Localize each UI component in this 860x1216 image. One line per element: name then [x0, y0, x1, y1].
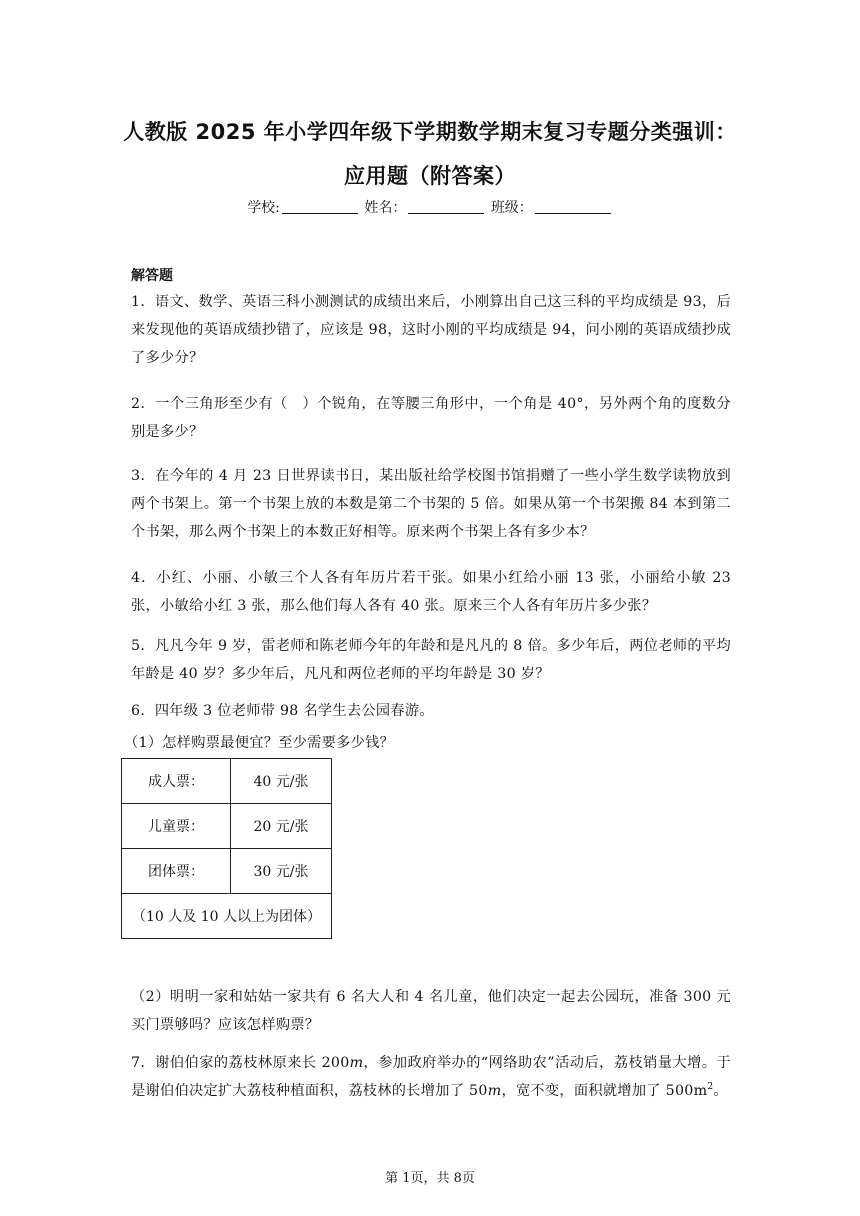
table-row — [122, 849, 332, 894]
question-5: 5．凡凡今年 9 岁，雷老师和陈老师今年的年龄和是凡凡的 8 倍。多少年后，两位老师的平均年龄是 40 岁？多少年后，凡凡和两位老师的平均年龄是 30 岁？ — [131, 638, 731, 682]
question-6-part-1: （1）怎样购票最便宜？至少需要多少钱？ — [124, 735, 395, 751]
ticket-price-cell: 30 元/张 — [231, 849, 332, 894]
question-7 — [131, 1049, 731, 1105]
question-7-superscript: 2 — [707, 1082, 714, 1092]
class-blank — [535, 199, 611, 214]
question-6: 6．四年级 3 位老师带 98 名学生去公园春游。 — [131, 703, 434, 719]
group-ticket-note: （10 人及 10 人以上为团体） — [122, 894, 332, 939]
student-info-line — [0, 197, 860, 217]
question-4: 4．小红、小丽、小敏三个人各有年历片若干张。如果小红给小丽 13 张，小丽给小敏 23 张，小敏给小红 3 张，那么他们每人各有 40 张。原来三个人各有年历片多少张？ — [131, 570, 731, 614]
ticket-price-cell: 20 元/张 — [231, 804, 332, 849]
ticket-type-cell: 成人票： — [122, 759, 231, 804]
name-blank — [408, 199, 484, 214]
document-title-line2: 应用题（附答案） — [344, 164, 516, 188]
question-2: 2．一个三角形至少有（ ）个锐角，在等腰三角形中，一个角是 40°，另外两个角的度数分别是多少？ — [131, 396, 731, 440]
question-1: 1．语文、数学、英语三科小测测试的成绩出来后，小刚算出自己这三科的平均成绩是 93，后来发现他的英语成绩抄错了，应该是 98，这时小刚的平均成绩是 94，问小刚的英语成绩抄成了多少分？ — [131, 294, 731, 366]
ticket-price-table — [121, 758, 332, 939]
table-row — [122, 759, 332, 804]
question-7-text-end: 。 — [713, 1083, 728, 1099]
question-7-text-c: ，宽不变，面积就增加了 500m — [501, 1083, 708, 1099]
question-6-part-2: （2）明明一家和姑姑一家共有 6 名大人和 4 名儿童，他们决定一起去公园玩，准备 300 元买门票够吗？应该怎样购票？ — [131, 989, 731, 1033]
school-label: 学校: — [247, 200, 280, 216]
ticket-type-cell: 团体票： — [122, 849, 231, 894]
question-3: 3．在今年的 4 月 23 日世界读书日，某出版社给学校图书馆捐赠了一些小学生数学读物放到两个书架上。第一个书架上放的本数是第二个书架的 5 倍。如果从第一个书架搬 84 本到第二个书架，那么两个书架上的本数正好相等。原来两个书架上各有多少本？ — [131, 468, 731, 540]
question-7-unit: m — [487, 1083, 502, 1099]
name-label: 姓名： — [364, 200, 407, 216]
school-blank — [282, 199, 358, 214]
section-heading: 解答题 — [131, 268, 173, 284]
page-footer: 第 1页，共 8页 — [385, 1171, 475, 1186]
document-title-line1: 人教版 2025 年小学四年级下学期数学期末复习专题分类强训： — [123, 120, 737, 144]
question-7-unit: m — [349, 1055, 364, 1071]
ticket-type-cell: 儿童票： — [122, 804, 231, 849]
class-label: 班级： — [490, 200, 533, 216]
table-row — [122, 894, 332, 939]
question-7-text-a: 7．谢伯伯家的荔枝林原来长 200 — [131, 1055, 350, 1071]
question-7-text-b: ，参加政府举办的“网络助农”活动后，荔枝销量大增。于是谢伯伯决定扩大荔枝种植面积，荔枝林的长增加了 50 — [131, 1055, 731, 1099]
ticket-price-cell: 40 元/张 — [231, 759, 332, 804]
table-row — [122, 804, 332, 849]
